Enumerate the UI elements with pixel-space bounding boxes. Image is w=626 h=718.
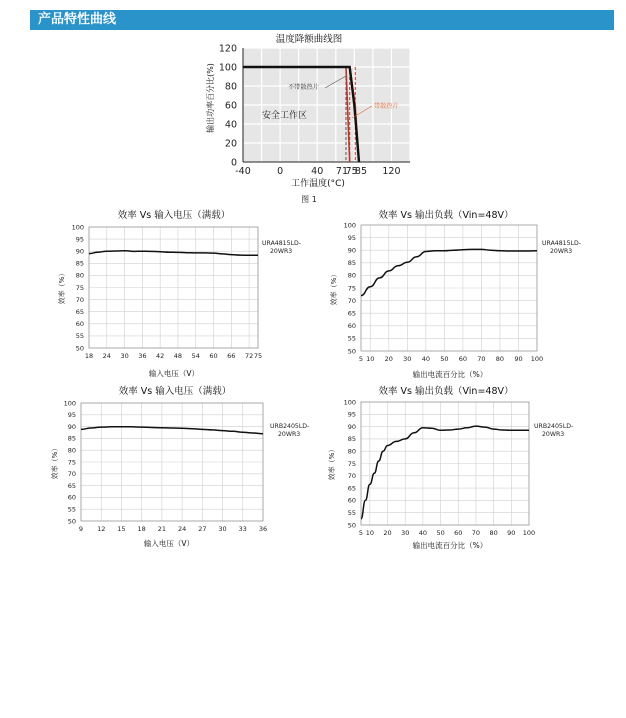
y-tick-label: 40 — [224, 119, 237, 131]
series-line-1 — [361, 249, 537, 295]
y-tick-label: 55 — [347, 334, 356, 343]
model-label: 20WR3 — [278, 431, 301, 438]
series-line-1 — [81, 427, 263, 434]
y-tick-label: 100 — [343, 398, 356, 407]
x-tick-label: 50 — [436, 529, 445, 537]
y-tick-label: 80 — [75, 271, 84, 280]
model-label: URA4815LD- — [542, 240, 582, 247]
y-tick-label: 60 — [67, 493, 76, 502]
x-tick-label: 70 — [477, 355, 486, 363]
x-tick-label: 10 — [366, 355, 375, 363]
y-axis-label: 效率（%） — [330, 270, 338, 306]
x-tick-label: 42 — [156, 352, 165, 360]
y-axis-label: 效率（%） — [58, 269, 66, 305]
y-tick-label: 60 — [347, 496, 356, 505]
efficiency-vs-load-chart-a — [329, 209, 581, 379]
y-tick-label: 95 — [67, 411, 76, 420]
x-tick-label: 5 — [358, 529, 364, 537]
section-title: 产品特性曲线 — [38, 12, 117, 27]
x-tick-label: 30 — [218, 525, 227, 533]
y-tick-label: 75 — [347, 284, 356, 293]
x-tick-label: 50 — [440, 355, 449, 363]
efficiency-vs-input-voltage-chart-a — [57, 209, 301, 378]
y-tick-label: 80 — [347, 271, 356, 280]
y-tick-label: 85 — [347, 259, 356, 268]
x-tick-label: 21 — [157, 525, 167, 533]
x-tick-label: 5 — [358, 355, 364, 363]
y-tick-label: 50 — [347, 347, 356, 356]
y-tick-label: 90 — [347, 422, 356, 431]
annotation-label: 带散热片 — [374, 103, 399, 110]
y-tick-label: 95 — [347, 410, 356, 419]
y-tick-label: 80 — [347, 447, 356, 456]
x-tick-label: 30 — [120, 352, 129, 360]
x-tick-label: 70 — [471, 529, 481, 537]
y-tick-label: 55 — [67, 505, 76, 514]
y-tick-label: 85 — [347, 435, 356, 444]
chart-title: 效率 Vs 输出负载（Vin=48V） — [378, 210, 514, 221]
x-tick-label: 90 — [514, 355, 523, 363]
x-tick-label: 48 — [173, 352, 183, 360]
x-tick-label: 33 — [238, 525, 247, 533]
x-tick-label: 30 — [403, 355, 412, 363]
y-tick-label: 70 — [347, 296, 356, 305]
x-tick-label: 54 — [191, 352, 200, 360]
x-tick-label: 36 — [258, 525, 268, 533]
x-tick-label: 80 — [495, 355, 505, 363]
x-tick-label: 24 — [102, 352, 111, 360]
y-tick-label: 100 — [343, 221, 356, 230]
x-tick-label: 20 — [383, 529, 392, 537]
x-tick-label: 24 — [177, 525, 187, 533]
x-tick-label: -40 — [235, 166, 251, 177]
x-tick-label: 75 — [345, 166, 358, 177]
x-tick-label: 18 — [137, 525, 146, 533]
y-tick-label: 0 — [230, 157, 237, 169]
x-tick-label: 36 — [138, 352, 147, 360]
x-tick-label: 40 — [418, 529, 428, 537]
y-tick-label: 85 — [75, 259, 84, 268]
region-label: 安全工作区 — [262, 111, 308, 121]
y-tick-label: 100 — [218, 62, 237, 74]
y-axis-label: 输出功率百分比(%) — [206, 63, 215, 133]
x-tick-label: 40 — [311, 166, 324, 177]
y-tick-label: 90 — [75, 247, 84, 256]
y-tick-label: 120 — [218, 43, 237, 55]
x-tick-label: 75 — [253, 352, 263, 360]
x-tick-label: 100 — [522, 529, 536, 537]
figure-caption: 图 1 — [301, 195, 317, 204]
y-tick-label: 95 — [75, 235, 84, 244]
y-tick-label: 50 — [67, 517, 76, 526]
x-tick-label: 15 — [117, 525, 126, 533]
y-tick-label: 80 — [224, 81, 237, 93]
y-tick-label: 80 — [67, 446, 76, 455]
x-tick-label: 85 — [354, 166, 368, 177]
model-label: URA4815LD- — [262, 240, 302, 247]
x-tick-label: 12 — [97, 525, 106, 533]
x-tick-label: 60 — [209, 352, 218, 360]
x-tick-label: 120 — [382, 166, 401, 177]
y-tick-label: 75 — [347, 459, 356, 468]
x-tick-label: 10 — [365, 529, 374, 537]
y-tick-label: 95 — [347, 233, 356, 242]
x-tick-label: 60 — [454, 529, 463, 537]
y-tick-label: 65 — [347, 484, 356, 493]
x-tick-label: 30 — [401, 529, 410, 537]
y-tick-label: 60 — [224, 100, 237, 112]
x-axis-label: 输出电流百分比（%） — [412, 370, 488, 379]
x-tick-label: 9 — [78, 525, 84, 533]
x-tick-label: 18 — [84, 352, 94, 360]
y-tick-label: 100 — [71, 223, 84, 232]
x-tick-label: 90 — [507, 529, 516, 537]
y-axis-label: 效率（%） — [51, 444, 59, 480]
model-label: 20WR3 — [270, 248, 293, 255]
y-tick-label: 65 — [67, 481, 76, 490]
y-tick-label: 90 — [67, 422, 76, 431]
annotation-label: 不带散热片 — [288, 84, 319, 91]
model-label: URB2405LD- — [534, 423, 574, 430]
x-tick-label: 72 — [244, 352, 254, 360]
chart-title: 温度降额曲线图 — [275, 34, 343, 45]
x-tick-label: 100 — [530, 355, 544, 363]
x-tick-label: 80 — [489, 529, 498, 537]
y-tick-label: 65 — [75, 307, 84, 316]
chart-title: 效率 Vs 输入电压（满载） — [117, 210, 231, 221]
y-tick-label: 85 — [67, 434, 76, 443]
y-tick-label: 50 — [347, 521, 356, 530]
y-tick-label: 75 — [67, 458, 76, 467]
x-axis-label: 输入电压（V） — [148, 369, 200, 378]
y-tick-label: 75 — [75, 283, 84, 292]
x-tick-label: 71 — [335, 166, 349, 177]
x-tick-label: 40 — [421, 355, 430, 363]
x-tick-label: 20 — [384, 355, 393, 363]
x-tick-label: 27 — [198, 525, 207, 533]
x-tick-label: 0 — [277, 166, 284, 177]
efficiency-vs-input-voltage-chart-b — [50, 385, 309, 548]
x-axis-label: 工作温度(°C) — [291, 179, 345, 189]
y-tick-label: 55 — [347, 508, 356, 517]
y-tick-label: 55 — [75, 332, 84, 341]
y-tick-label: 20 — [224, 138, 237, 150]
series-line-1 — [361, 426, 529, 519]
x-tick-label: 66 — [227, 352, 236, 360]
y-tick-label: 60 — [347, 322, 356, 331]
y-tick-label: 100 — [63, 399, 76, 408]
x-axis-label: 输入电压（V） — [143, 539, 195, 548]
chart-title: 效率 Vs 输入电压（满载） — [118, 386, 232, 397]
derating-chart — [205, 33, 410, 189]
chart-title: 效率 Vs 输出负载（Vin=48V） — [378, 386, 514, 397]
y-tick-label: 70 — [75, 295, 84, 304]
y-tick-label: 70 — [347, 472, 356, 481]
y-tick-label: 50 — [75, 344, 84, 353]
y-tick-label: 70 — [67, 470, 76, 479]
model-label: 20WR3 — [550, 248, 573, 255]
model-label: URB2405LD- — [270, 423, 310, 430]
y-axis-label: 效率（%） — [328, 445, 336, 481]
x-tick-label: 60 — [458, 355, 468, 363]
x-axis-label: 输出电流百分比（%） — [412, 541, 488, 550]
y-tick-label: 65 — [347, 309, 356, 318]
y-tick-label: 60 — [75, 320, 84, 329]
model-label: 20WR3 — [542, 431, 565, 438]
efficiency-vs-load-chart-b — [327, 385, 573, 550]
y-tick-label: 90 — [347, 246, 356, 255]
